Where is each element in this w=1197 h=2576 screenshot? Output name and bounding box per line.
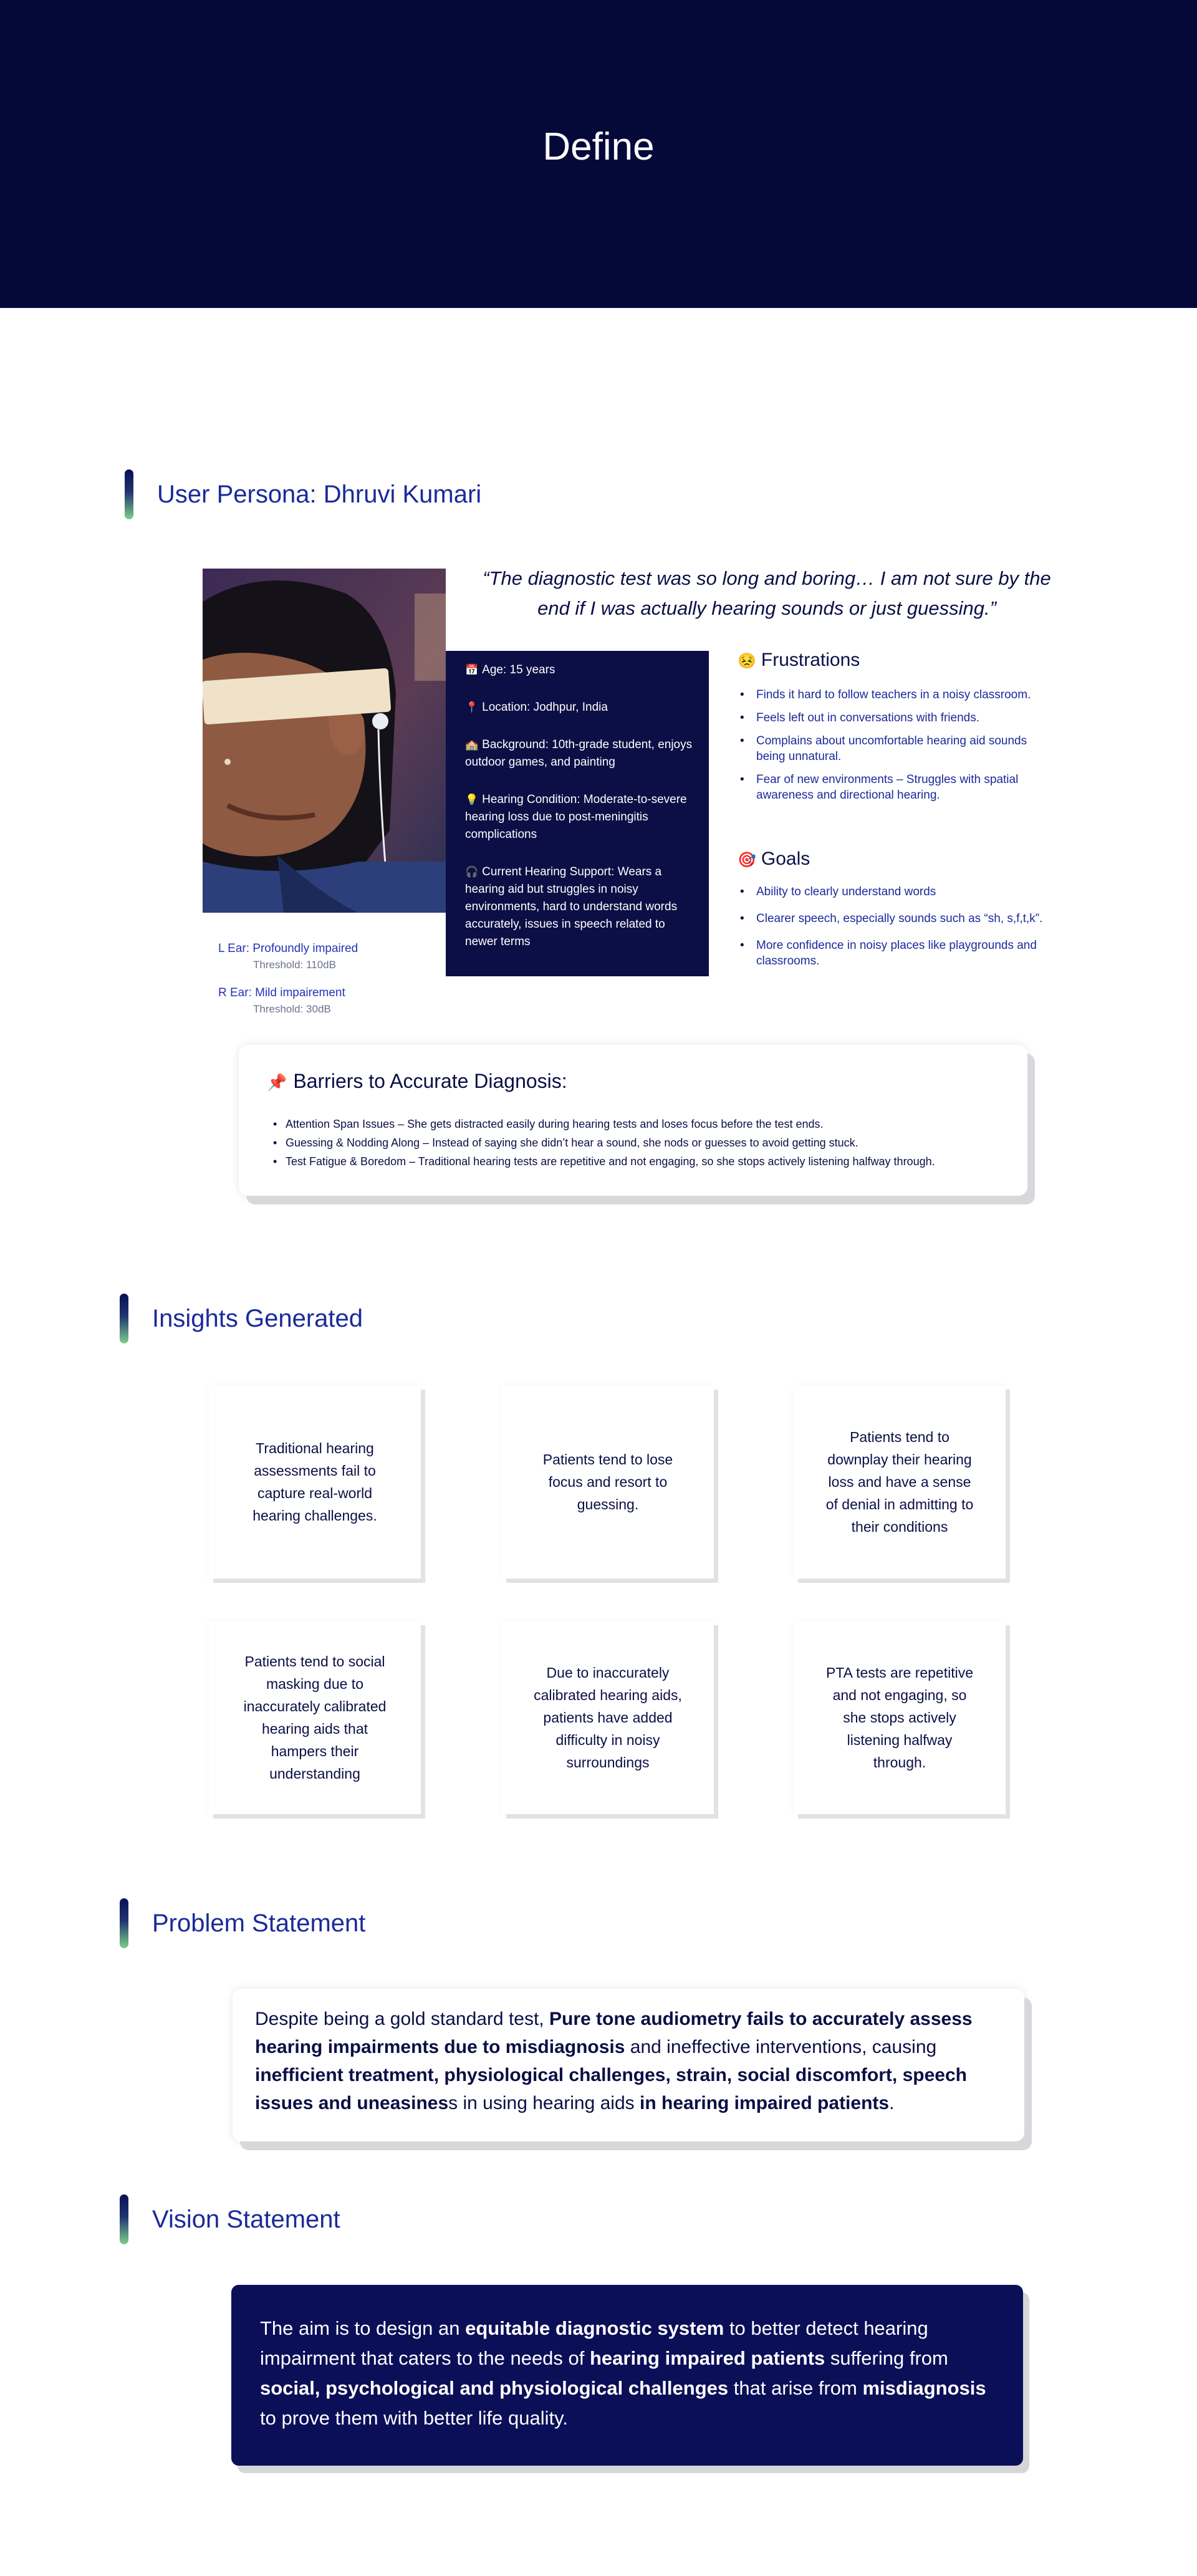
- barriers-title: Barriers to Accurate Diagnosis:: [293, 1070, 567, 1092]
- insight-card: Patients tend to social masking due to inaccurately calibrated hearing aids that hampers their understanding: [209, 1621, 421, 1814]
- hero-banner: [0, 0, 1197, 308]
- school-icon: 🏫: [465, 739, 479, 751]
- left-ear-info: [218, 942, 358, 971]
- info-support: [465, 863, 693, 951]
- insight-card: PTA tests are repetitive and not engaging, so she stops actively listening halfway through.: [794, 1621, 1006, 1814]
- insight-card: Due to inaccurately calibrated hearing aids, patients have added difficulty in noisy surroundings: [502, 1621, 714, 1814]
- section-accent-bar: [120, 1294, 128, 1343]
- calendar-icon: 📅: [465, 664, 479, 676]
- barriers-card: [239, 1045, 1027, 1196]
- lightbulb-icon: 💡: [465, 794, 479, 805]
- frustrations-title: Frustrations: [761, 650, 860, 670]
- info-age-text: Age: 15 years: [482, 663, 555, 676]
- problem-statement-card: [233, 1989, 1024, 2141]
- list-item: • Complains about uncomfortable hearing aid sounds being unnatural.: [734, 733, 1058, 764]
- section-accent-bar: [125, 469, 133, 519]
- list-item: • Ability to clearly understand words: [734, 884, 1052, 900]
- insight-card: Traditional hearing assessments fail to capture real-world hearing challenges.: [209, 1385, 421, 1579]
- section-heading-problem: [120, 1898, 365, 1948]
- list-item: • Attention Span Issues – She gets distracted easily during hearing tests and loses focus before the test ends.: [267, 1115, 935, 1133]
- list-item: • Fear of new environments – Struggles with spatial awareness and directional hearing.: [734, 772, 1058, 803]
- info-location-text: Location: Jodhpur, India: [482, 701, 608, 714]
- section-title: Insights Generated: [152, 1304, 363, 1332]
- info-location: [465, 699, 693, 716]
- list-item: • Test Fatigue & Boredom – Traditional hearing tests are repetitive and not engaging, so she stops actively listening halfway through.: [267, 1152, 935, 1171]
- left-ear-threshold: Threshold: 110dB: [253, 959, 336, 971]
- section-title: Vision Statement: [152, 2205, 340, 2233]
- frustrations-list: [734, 687, 1058, 810]
- ear-thresholds: [203, 913, 382, 1022]
- list-item: • Clearer speech, especially sounds such as “sh, s,f,t,k”.: [734, 911, 1052, 926]
- headphones-icon: 🎧: [465, 866, 479, 878]
- right-ear-label: R Ear: Mild impairement: [218, 986, 345, 999]
- info-age: [465, 661, 693, 679]
- pushpin-icon: 📌: [267, 1073, 287, 1092]
- persona-photo: [203, 569, 446, 913]
- goals-heading: [738, 848, 810, 870]
- section-accent-bar: [120, 2194, 128, 2244]
- section-title: Problem Statement: [152, 1909, 366, 1937]
- section-heading-vision: [120, 2194, 340, 2244]
- frustrations-heading: [738, 650, 860, 671]
- persona-quote: “The diagnostic test was so long and boring… I am not sure by the end if I was actually hearing sounds or just guessing.”: [483, 567, 1051, 619]
- persona-info-card: [446, 651, 709, 976]
- insight-card: Patients tend to lose focus and resort to guessing.: [502, 1385, 714, 1579]
- section-heading-persona: [125, 469, 481, 519]
- info-condition: [465, 791, 693, 843]
- info-condition-text: Hearing Condition: Moderate-to-severe hearing loss due to post-meningitis complications: [465, 793, 687, 841]
- right-ear-info: [218, 986, 345, 1016]
- pin-icon: 📍: [465, 701, 479, 713]
- list-item: • More confidence in noisy places like playgrounds and classrooms.: [734, 938, 1052, 969]
- list-item: • Finds it hard to follow teachers in a noisy classroom.: [734, 687, 1058, 703]
- list-item: • Feels left out in conversations with friends.: [734, 710, 1058, 726]
- insight-card: Patients tend to downplay their hearing loss and have a sense of denial in admitting to their conditions: [794, 1385, 1006, 1579]
- vision-statement-text: The aim is to design an equitable diagnostic system to better detect hearing impairment that caters to the needs of hearing impaired patients suffering from social, psychological and physiological challenges that arise from misdiagnosis to prove them with better life quality.: [260, 2317, 986, 2429]
- vision-statement-card: [231, 2285, 1023, 2466]
- section-heading-insights: [120, 1294, 363, 1343]
- barriers-heading: [267, 1070, 567, 1093]
- frustrated-face-icon: 😣: [738, 653, 756, 670]
- info-background: [465, 736, 693, 771]
- left-ear-label: L Ear: Profoundly impaired: [218, 942, 358, 955]
- goals-title: Goals: [761, 848, 810, 869]
- section-title: User Persona: Dhruvi Kumari: [157, 480, 482, 508]
- list-item: • Guessing & Nodding Along – Instead of saying she didn’t hear a sound, she nods or guesses to avoid getting stuck.: [267, 1133, 935, 1152]
- problem-statement-text: Despite being a gold standard test, Pure tone audiometry fails to accurately assess hearing impairments due to misdiagnosis and ineffective interventions, causing inefficient treatment, physiological challenges, strain, social discomfort, speech issues and uneasiness in using hearing aids in hearing impaired patients.: [255, 2009, 973, 2113]
- right-ear-threshold: Threshold: 30dB: [253, 1003, 331, 1015]
- goals-list: [734, 884, 1052, 980]
- section-accent-bar: [120, 1898, 128, 1948]
- target-icon: 🎯: [738, 852, 756, 868]
- barriers-list: [267, 1115, 935, 1171]
- page-title: Define: [542, 125, 655, 168]
- info-support-text: Current Hearing Support: Wears a hearing aid but struggles in noisy environments, hard to understand words accurately, issues in speech related to newer terms: [465, 865, 678, 948]
- info-background-text: Background: 10th-grade student, enjoys outdoor games, and painting: [465, 738, 693, 769]
